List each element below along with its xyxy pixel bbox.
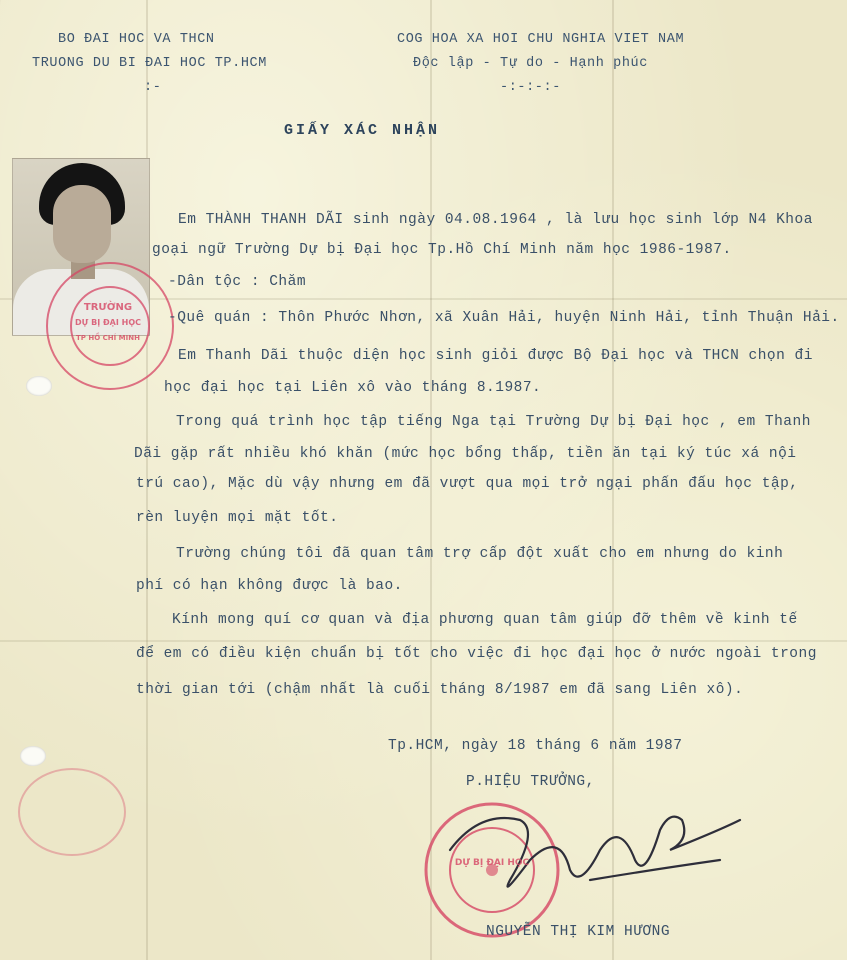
body-line: thời gian tới (chậm nhất là cuối tháng 8/1987 em đã sang Liên xô). <box>136 682 744 698</box>
body-line: -Quê quán : Thôn Phước Nhơn, xã Xuân Hải, huyện Ninh Hải, tỉnh Thuận Hải. <box>168 310 840 326</box>
header-ministry: BO ĐAI HOC VA THCN <box>58 32 215 47</box>
seal-text-bottom: TP HỒ CHÍ MINH <box>76 334 140 342</box>
header-school: TRUONG DU BI ĐAI HOC TP.HCM <box>32 56 267 71</box>
body-line: -Dân tộc : Chăm <box>168 274 307 290</box>
signer-name: NGUYỄN THỊ KIM HƯƠNG <box>486 924 671 940</box>
paper-fold <box>0 640 847 642</box>
body-line: Kính mong quí cơ quan và địa phương quan tâm giúp đỡ thêm về kinh tế <box>172 612 798 628</box>
body-line: Trong quá trình học tập tiếng Nga tại Trường Dự bị Đại học , em Thanh <box>176 414 811 430</box>
body-line: Em THÀNH THANH DÃI sinh ngày 04.08.1964 , là lưu học sinh lớp N4 Khoa <box>178 212 813 228</box>
body-line: Dãi gặp rất nhiều khó khăn (mức học bổng thấp, tiền ăn tại ký túc xá nội <box>134 446 797 462</box>
header-motto: Độc lập - Tự do - Hạnh phúc <box>413 56 648 71</box>
document-title: GIẤY XÁC NHẬN <box>284 122 441 139</box>
body-line: goại ngữ Trường Dự bị Đại học Tp.Hồ Chí Minh năm học 1986-1987. <box>152 242 732 258</box>
body-line: học đại học tại Liên xô vào tháng 8.1987. <box>164 380 542 396</box>
seal-text-top: TRƯỜNG <box>83 302 133 313</box>
signer-position: P.HIỆU TRƯỞNG, <box>466 774 595 790</box>
body-line: trú cao), Mặc dù vậy nhưng em đã vượt qua mọi trở ngại phấn đấu học tập, <box>136 476 799 492</box>
body-line: Em Thanh Dãi thuộc diện học sinh giỏi được Bộ Đại học và THCN chọn đi <box>178 348 813 364</box>
body-line: để em có điều kiện chuẩn bị tốt cho việc đi học đại học ở nước ngoài trong <box>136 646 817 662</box>
header-left-divider: :- <box>144 80 162 95</box>
official-seal-text: DỰ BỊ ĐẠI HỌC <box>454 858 530 868</box>
official-seal <box>426 804 558 936</box>
punch-hole <box>26 376 52 396</box>
place-date: Tp.HCM, ngày 18 tháng 6 năm 1987 <box>388 738 683 754</box>
body-line: phí có hạn không được là bao. <box>136 578 403 594</box>
faded-stamp <box>18 768 126 856</box>
header-country: COG HOA XA HOI CHU NGHIA VIET NAM <box>397 32 685 47</box>
punch-hole <box>20 746 46 766</box>
seal-text-mid: DỰ BỊ ĐẠI HỌC <box>75 318 141 327</box>
body-line: rèn luyện mọi mặt tốt. <box>136 510 339 526</box>
body-line: Trường chúng tôi đã quan tâm trợ cấp đột xuất cho em nhưng do kinh <box>176 546 784 562</box>
header-right-divider: -:-:-:- <box>500 80 561 95</box>
